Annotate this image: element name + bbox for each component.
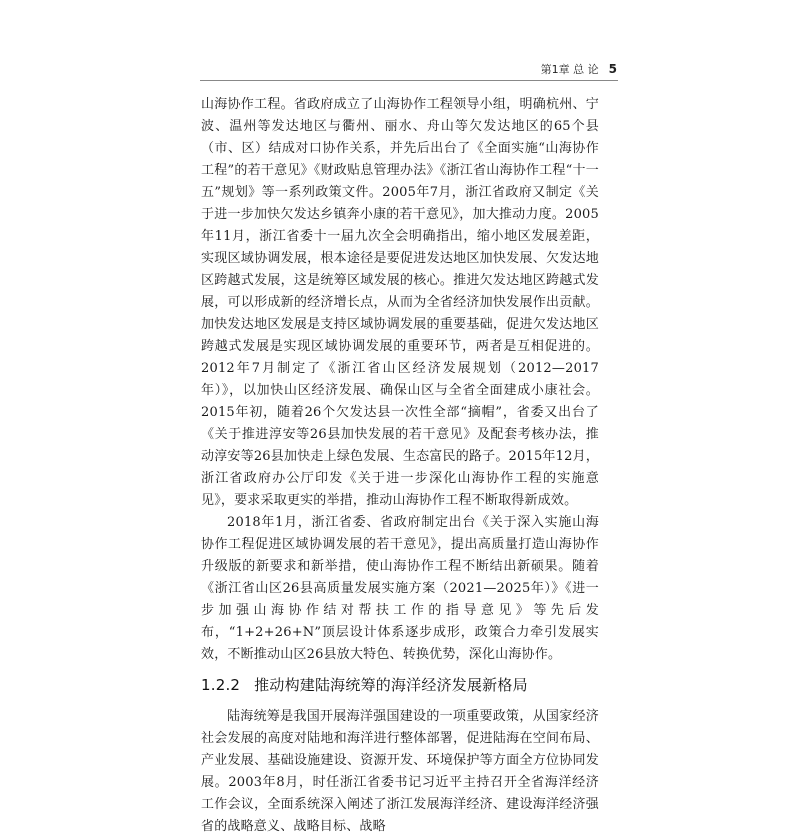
section-title: 推动构建陆海统筹的海洋经济发展新格局 [254,676,528,694]
paragraph: 2018年1月，浙江省委、省政府制定出台《关于深入实施山海协作工程促进区域协调发展的若干意见》，提出高质量打造山海协作升级版的新要求和新举措，使山海协作工程不断结出新硕果。随着《浙江省山区26县高质量发展实施方案（2021—2025年）》《进一步加强山海协作结对帮扶工作的指导意见》等先后发布，“1+2+26+N”顶层设计体系逐步成形，政策合力牵引发展实效，不断推动山区26县放大特色、转换优势，深化山海协作。 [201,515,599,662]
section-heading [201,674,599,696]
paragraph: 陆海统筹是我国开展海洋强国建设的一项重要政策，从国家经济社会发展的高度对陆地和海洋进行整体部署，促进陆海在空间布局、产业发展、基础设施建设、资源开发、环境保护等方面全方位协同发展。2003年8月，时任浙江省委书记习近平主持召开全省海洋经济工作会议，全面系统深入阐述了浙江发展海洋经济、建设海洋经济强省的战略意义、战略目标、战略 [201,709,599,834]
running-header [541,60,617,78]
paragraph-continuation: 山海协作工程。省政府成立了山海协作工程领导小组，明确杭州、宁波、温州等发达地区与衢州、丽水、舟山等欠发达地区的65个县（市、区）结成对口协作关系，并先后出台了《全面实施“山海协作工程”的若干意见》《财政贴息管理办法》《浙江省山海协作工程“十一五”规划》等一系列政策文件。2005年7月，浙江省政府又制定《关于进一步加快欠发达乡镇奔小康的若干意见》，加大推动力度。2005年11月，浙江省委十一届九次全会明确指出，缩小地区发展差距，实现区域协调发展，根本途径是要促进发达地区加快发展、欠发达地区跨越式发展，这是统筹区域发展的核心。推进欠发达地区跨越式发展，可以形成新的经济增长点，从而为全省经济加快发展作出贡献。加快发达地区发展是支持区域协调发展的重要基础，促进欠发达地区跨越式发展是实现区域协调发展的重要环节，两者是互相促进的。2012年7月制定了《浙江省山区经济发展规划（2012—2017年）》，以加快山区经济发展、确保山区与全省全面建成小康社会。2015年初，随着26个欠发达县一次性全部“摘帽”，省委又出台了《关于推进淳安等26县加快发展的若干意见》及配套考核办法，推动淳安等26县加快走上绿色发展、生态富民的路子。2015年12月，浙江省政府办公厅印发《关于进一步深化山海协作工程的实施意见》，要求采取更实的举措，推动山海协作工程不断取得新成效。 [201,97,599,508]
header-rule [200,80,618,81]
chapter-title: 第1章 总 论 [540,63,599,76]
section-number: 1.2.2 [201,676,241,694]
page-body [201,94,599,838]
page-number: 5 [608,62,617,76]
